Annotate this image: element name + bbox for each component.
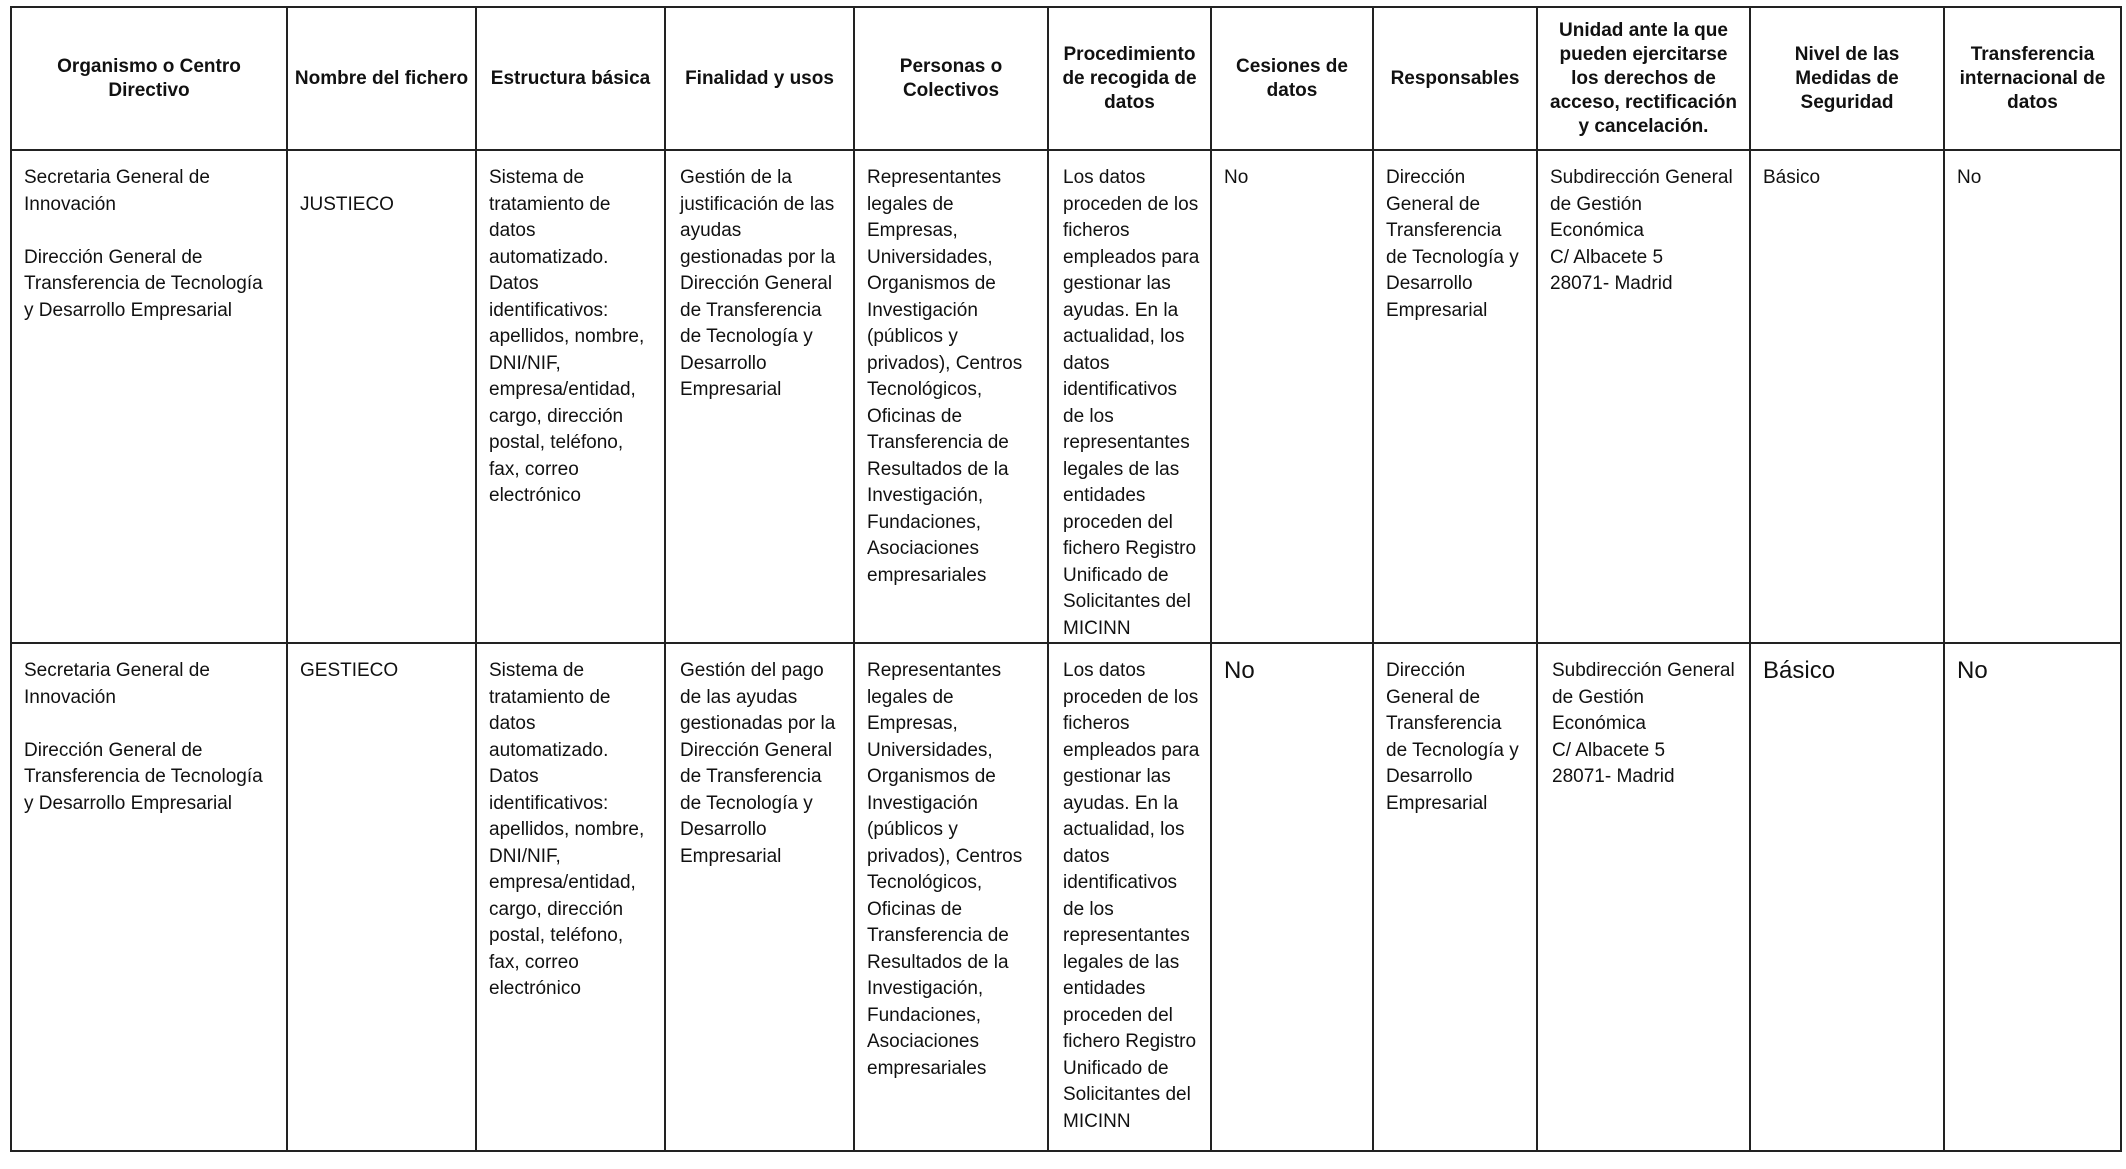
header-finalidad: Finalidad y usos xyxy=(665,7,854,150)
header-nombre-fichero: Nombre del fichero xyxy=(287,7,476,150)
cell-cesiones: No xyxy=(1211,643,1373,1151)
cell-responsables: Dirección General de Transferencia de Tecnología y Desarrollo Empresarial xyxy=(1373,643,1537,1151)
cell-unidad: Subdirección General de Gestión Económica C/ Albacete 5 28071- Madrid xyxy=(1537,150,1750,643)
cell-personas: Representantes legales de Empresas, Universidades, Organismos de Investigación (públicos y privados), Centros Tecnológicos, Oficinas de Transferencia de Resultados de la Investigación, Fundaciones, Asociaciones empresariales xyxy=(854,150,1048,643)
header-nivel: Nivel de las Medidas de Seguridad xyxy=(1750,7,1944,150)
cell-unidad: Subdirección General de Gestión Económica C/ Albacete 5 28071- Madrid xyxy=(1537,643,1750,1151)
table-row xyxy=(11,150,2121,643)
cell-estructura: Sistema de tratamiento de datos automatizado. Datos identificativos: apellidos, nombre, DNI/NIF, empresa/entidad, cargo, dirección postal, teléfono, fax, correo electrónico xyxy=(476,150,665,643)
cell-finalidad: Gestión de la justificación de las ayudas gestionadas por la Dirección General de Transferencia de Tecnología y Desarrollo Empresarial xyxy=(665,150,854,643)
cell-nivel: Básico xyxy=(1750,150,1944,643)
header-unidad: Unidad ante la que pueden ejercitarse los derechos de acceso, rectificación y cancelación. xyxy=(1537,7,1750,150)
data-files-table xyxy=(10,6,2122,1152)
cell-organismo: Secretaria General de Innovación Dirección General de Transferencia de Tecnología y Desarrollo Empresarial xyxy=(11,150,287,643)
header-estructura: Estructura básica xyxy=(476,7,665,150)
cell-estructura: Sistema de tratamiento de datos automatizado. Datos identificativos: apellidos, nombre, DNI/NIF, empresa/entidad, cargo, dirección postal, teléfono, fax, correo electrónico xyxy=(476,643,665,1151)
cell-fichero: GESTIECO xyxy=(287,643,476,1151)
header-personas: Personas o Colectivos xyxy=(854,7,1048,150)
cell-organismo: Secretaria General de Innovación Dirección General de Transferencia de Tecnología y Desarrollo Empresarial xyxy=(11,643,287,1151)
cell-personas: Representantes legales de Empresas, Universidades, Organismos de Investigación (públicos y privados), Centros Tecnológicos, Oficinas de Transferencia de Resultados de la Investigación, Fundaciones, Asociaciones empresariales xyxy=(854,643,1048,1151)
cell-cesiones: No xyxy=(1211,150,1373,643)
cell-procedimiento: Los datos proceden de los ficheros empleados para gestionar las ayudas. En la actualidad, los datos identificativos de los representantes legales de las entidades proceden del fichero Registro Unificado de Solicitantes del MICINN xyxy=(1048,150,1211,643)
header-cesiones: Cesiones de datos xyxy=(1211,7,1373,150)
header-organismo: Organismo o Centro Directivo xyxy=(11,7,287,150)
cell-transferencia: No xyxy=(1944,150,2121,643)
header-procedimiento: Procedimiento de recogida de datos xyxy=(1048,7,1211,150)
cell-fichero: JUSTIECO xyxy=(287,150,476,643)
table-row xyxy=(11,643,2121,1151)
cell-responsables: Dirección General de Transferencia de Tecnología y Desarrollo Empresarial xyxy=(1373,150,1537,643)
header-responsables: Responsables xyxy=(1373,7,1537,150)
cell-procedimiento: Los datos proceden de los ficheros empleados para gestionar las ayudas. En la actualidad, los datos identificativos de los representantes legales de las entidades proceden del fichero Registro Unificado de Solicitantes del MICINN xyxy=(1048,643,1211,1151)
header-row xyxy=(11,7,2121,150)
cell-nivel: Básico xyxy=(1750,643,1944,1151)
header-transferencia: Transferencia internacional de datos xyxy=(1944,7,2121,150)
cell-transferencia: No xyxy=(1944,643,2121,1151)
cell-finalidad: Gestión del pago de las ayudas gestionadas por la Dirección General de Transferencia de Tecnología y Desarrollo Empresarial xyxy=(665,643,854,1151)
